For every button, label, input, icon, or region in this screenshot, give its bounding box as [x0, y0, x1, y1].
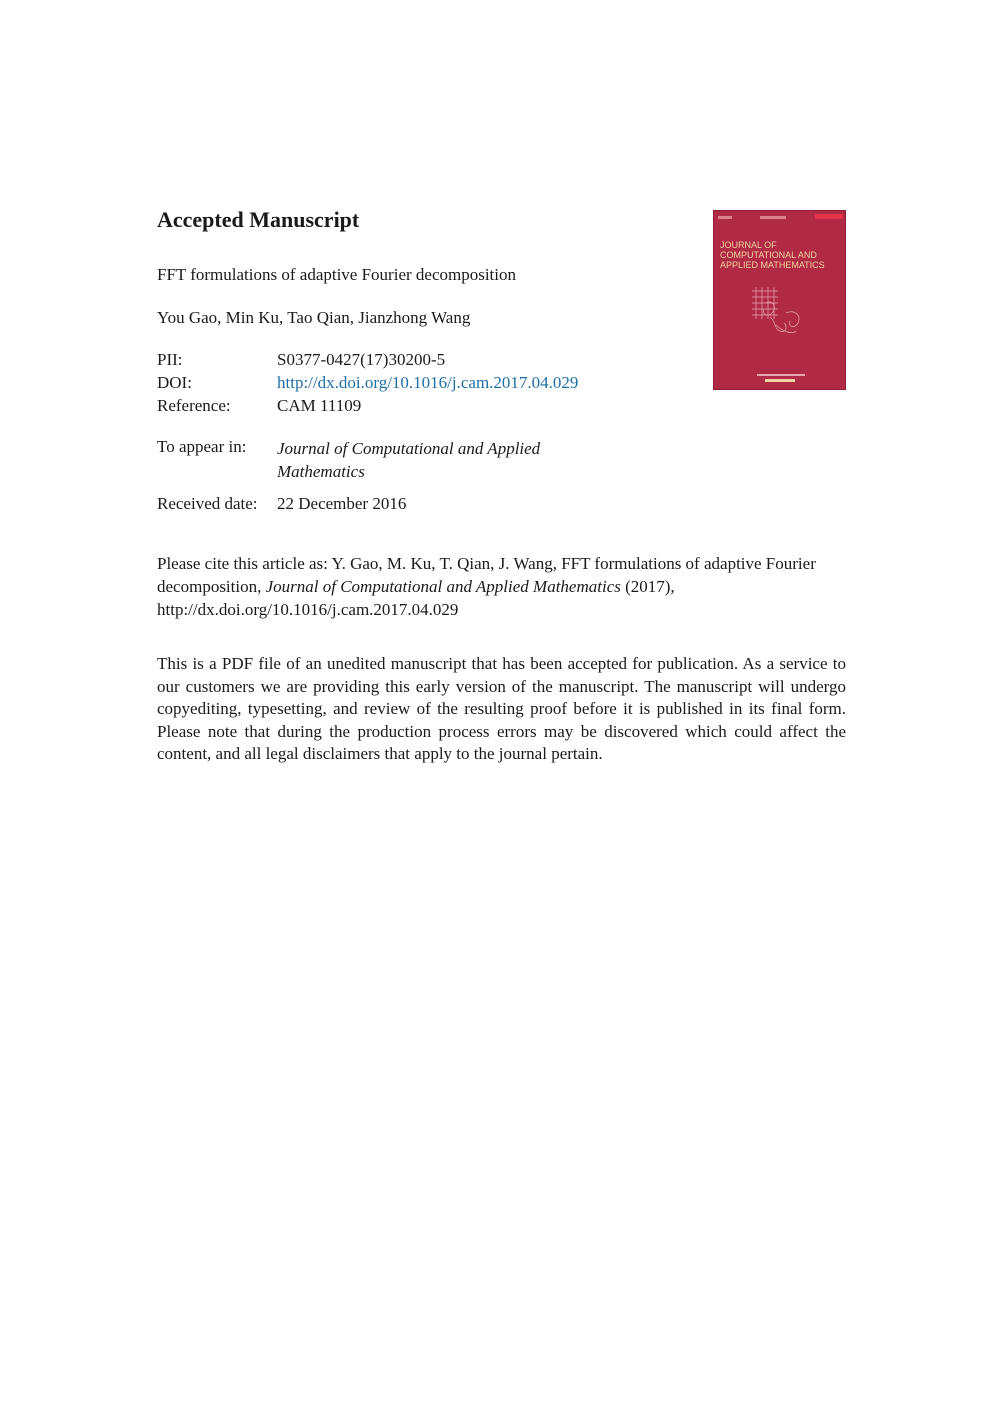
doi-link[interactable]: http://dx.doi.org/10.1016/j.cam.2017.04.029: [277, 373, 579, 392]
citation-paragraph: [157, 552, 847, 621]
cover-grid-artwork: [752, 287, 812, 339]
cover-publisher-mark: [765, 379, 795, 382]
doi-label: DOI:: [157, 373, 192, 392]
reference-value: CAM 11109: [277, 396, 362, 415]
page-heading: Accepted Manuscript: [157, 207, 360, 232]
disclaimer-paragraph: This is a PDF file of an unedited manuscript that has been accepted for publication. As a service to our customers we are providing this early version of the manuscript. The manuscript will undergo copyediting, typesetting, and review of the resulting proof before it is published in its final form. Please note that during the production process errors may be discovered which could affect the content, and all legal disclaimers that apply to the journal pertain.: [157, 654, 846, 764]
cite-journal: Journal of Computational and Applied Mathematics: [265, 577, 621, 596]
article-authors: You Gao, Min Ku, Tao Qian, Jianzhong Wang: [157, 308, 471, 327]
appear-value: Journal of Computational and Applied Mathematics: [277, 439, 541, 481]
appear-label: To appear in:: [157, 437, 247, 456]
received-value: 22 December 2016: [277, 494, 407, 513]
journal-cover-image: [713, 210, 846, 390]
cover-footer-line: [757, 374, 805, 376]
pii-label: PII:: [157, 350, 183, 369]
cite-suffix: (2017), http://dx.doi.org/10.1016/j.cam.2017.04.029: [157, 577, 675, 619]
pii-value: S0377-0427(17)30200-5: [277, 350, 446, 369]
article-title: FFT formulations of adaptive Fourier decomposition: [157, 265, 517, 284]
cover-top-bar: [718, 214, 843, 222]
cite-prefix: Please cite this article as: Y. Gao, M. Ku, T. Qian, J. Wang, FFT formulations of adaptive Fourier decomposition,: [157, 554, 816, 596]
received-label: Received date:: [157, 494, 258, 513]
reference-label: Reference:: [157, 396, 231, 415]
cover-journal-title: JOURNAL OF COMPUTATIONAL AND APPLIED MATHEMATICS: [720, 240, 825, 270]
